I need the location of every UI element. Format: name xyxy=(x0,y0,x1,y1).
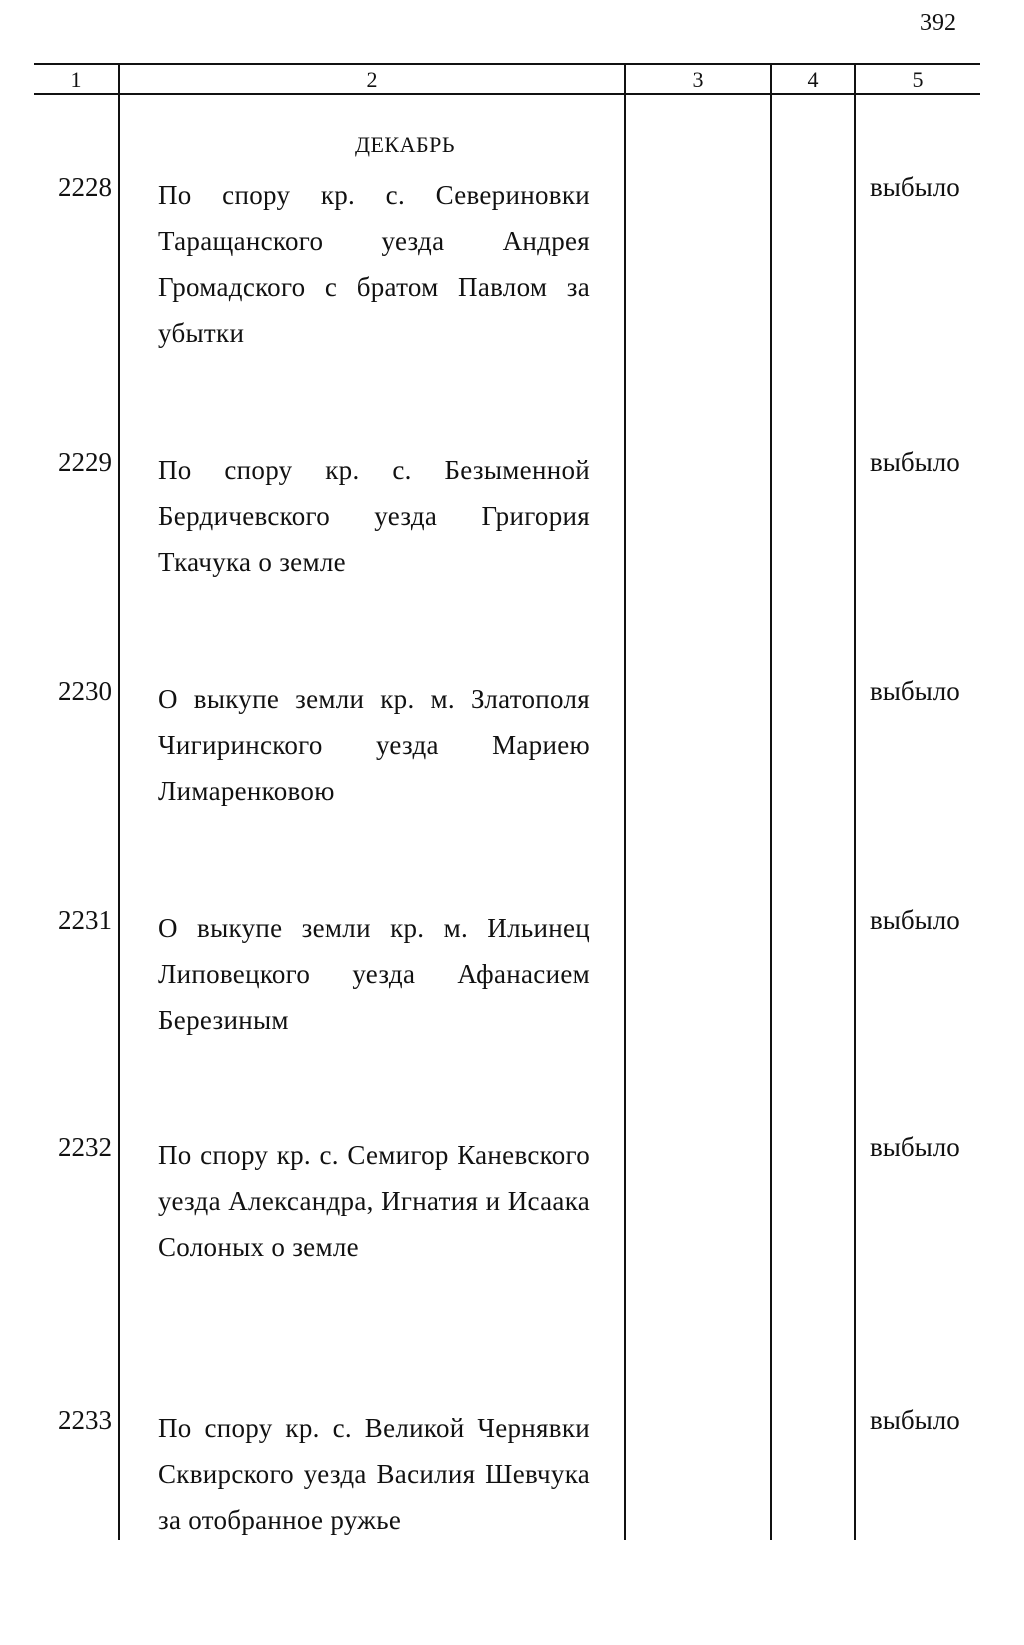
entry-number: 2228 xyxy=(58,172,112,202)
entry-number: 2233 xyxy=(58,1405,112,1435)
table-row xyxy=(0,447,1024,687)
entry-status: выбыло xyxy=(870,1405,960,1435)
table-row xyxy=(0,905,1024,1145)
entry-number: 2232 xyxy=(58,1132,112,1162)
column-header-2: 2 xyxy=(366,67,378,92)
entry-description: О выкупе земли кр. м. Ильинец Липовецкого уезда Афанасием Березиным xyxy=(158,913,590,1035)
entry-status: выбыло xyxy=(870,676,960,706)
entry-number: 2231 xyxy=(58,905,112,935)
table-row xyxy=(0,172,1024,412)
entry-status: выбыло xyxy=(870,447,960,477)
entry-status: выбыло xyxy=(870,172,960,202)
page-number: 392 xyxy=(920,10,956,36)
entry-status: выбыло xyxy=(870,1132,960,1162)
table-row xyxy=(0,676,1024,916)
column-header-4: 4 xyxy=(807,67,819,92)
column-header-5: 5 xyxy=(912,67,924,92)
month-heading: ДЕКАБРЬ xyxy=(354,132,455,157)
entry-description: О выкупе земли кр. м. Златополя Чигиринского уезда Мариею Лимаренковою xyxy=(158,684,590,806)
entry-status: выбыло xyxy=(870,905,960,935)
table-top-rule xyxy=(34,63,980,65)
entry-number: 2230 xyxy=(58,676,112,706)
entry-description: По спору кр. с. Великой Чернявки Сквирского уезда Василия Шевчука за отобранное ружье xyxy=(158,1413,590,1535)
column-header-1: 1 xyxy=(70,67,82,92)
entry-description: По спору кр. с. Безыменной Бердичевского уезда Григория Ткачука о земле xyxy=(158,455,590,577)
table-header-rule xyxy=(34,93,980,95)
table-row xyxy=(0,1132,1024,1372)
entry-number: 2229 xyxy=(58,447,112,477)
entry-description: По спору кр. с. Семигор Каневского уезда Александра, Игнатия и Исаака Солоных о земле xyxy=(158,1140,590,1262)
column-header-3: 3 xyxy=(692,67,704,92)
entry-description: По спору кр. с. Севериновки Таращанского уезда Андрея Громадского с братом Павлом за убытки xyxy=(158,180,590,348)
table-row xyxy=(0,1405,1024,1645)
